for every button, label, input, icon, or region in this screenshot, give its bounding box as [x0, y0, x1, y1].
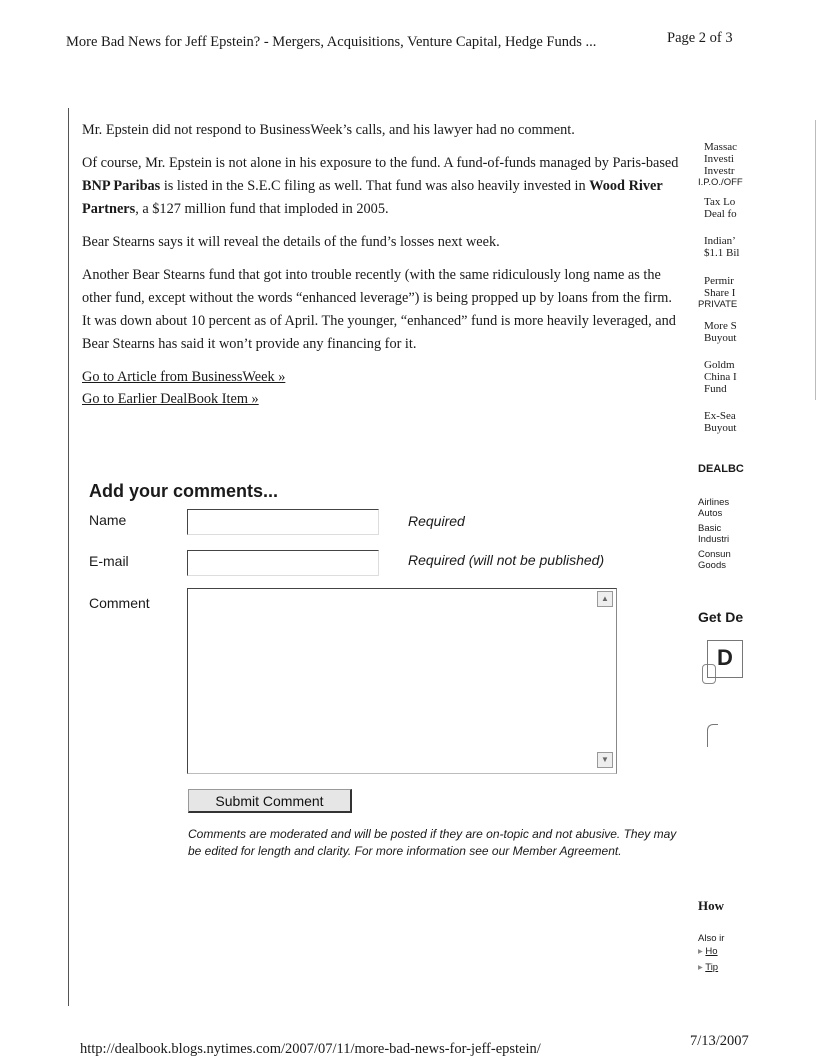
sidebar-item[interactable] — [698, 320, 817, 344]
category-item[interactable]: Basic — [698, 523, 722, 534]
category-item[interactable]: Industri — [698, 534, 730, 545]
comment-textarea[interactable] — [187, 588, 617, 774]
arrow-icon: ▸ — [698, 962, 706, 973]
sidebar-link[interactable]: Ho — [705, 946, 718, 957]
article-paragraph-4: Another Bear Stearns fund that got into trouble recently (with the same ridiculously long name as the other fund, except without the words “enhanced leverage”) is being propped up by loans from the firm. It was down about 10 percent as of April. The younger, “enhanced” fund is more heavily leveraged, and Bear Stearns has said it won’t provide any financing for it. — [82, 267, 676, 352]
moderation-note: Comments are moderated and will be posted if they are on-topic and not abusive. They may be edited for length and clarity. For more information see our Member Agreement. — [188, 827, 677, 858]
left-divider — [68, 108, 69, 1006]
article-paragraph-1: Mr. Epstein did not respond to BusinessWeek’s calls, and his lawyer had no comment. — [82, 122, 575, 138]
category-item[interactable]: Autos — [698, 508, 723, 519]
sidebar-item-line: Tax Lo — [704, 196, 736, 208]
dealbook-heading: DEALBC — [698, 463, 744, 475]
dealbook-d-icon[interactable]: D — [707, 640, 743, 678]
sidebar-item-tag: I.P.O./OFF — [698, 177, 743, 188]
sidebar-item-line: Buyout — [704, 332, 737, 344]
sidebar-item-line: Permir — [704, 275, 734, 287]
comment-label: Comment — [89, 595, 150, 611]
email-label: E-mail — [89, 553, 129, 569]
bnp-paribas-name: BNP Paribas — [82, 178, 161, 194]
wood-river-name: Wood River Partners — [82, 178, 663, 217]
sidebar-item-tag: PRIVATE — [698, 299, 738, 310]
category-item[interactable]: Airlines — [698, 497, 730, 508]
scroll-up-icon[interactable]: ▲ — [597, 591, 613, 607]
name-input[interactable] — [187, 509, 379, 535]
text-segment: Of course, Mr. Epstein is not alone in his exposure to the fund. A fund-of-funds managed by Paris-based — [82, 155, 679, 171]
email-required-note: Required (will not be published) — [408, 552, 605, 568]
category-item[interactable]: Goods — [698, 560, 726, 571]
sidebar-item[interactable] — [698, 410, 817, 434]
sidebar-link-row[interactable] — [698, 962, 817, 973]
sidebar-item-line: Investr — [704, 165, 735, 177]
article-body — [82, 119, 682, 410]
text-segment: is listed in the S.E.C filing as well. That fund was also heavily invested in — [160, 178, 590, 194]
sidebar-item-line: China I — [704, 371, 737, 383]
page-number: Page 2 of 3 — [667, 30, 733, 46]
sidebar-item-line: Fund — [704, 383, 727, 395]
page-header-title: More Bad News for Jeff Epstein? - Mergers, Acquisitions, Venture Capital, Hedge Funds ... — [66, 34, 597, 50]
name-label: Name — [89, 512, 127, 528]
how-to-heading: How — [698, 898, 724, 913]
sidebar-item-line: More S — [704, 320, 737, 332]
sidebar-item-line: Goldm — [704, 359, 735, 371]
sidebar-item-line: Share I — [704, 287, 736, 299]
comments-heading: Add your comments... — [89, 481, 279, 501]
category-list — [698, 497, 817, 571]
sidebar-item-line: Buyout — [704, 422, 737, 434]
sidebar-item-line: $1.1 Bil — [704, 247, 740, 259]
scroll-down-icon[interactable]: ▼ — [597, 752, 613, 768]
sidebar-item-line: Deal fo — [704, 208, 737, 220]
category-item[interactable]: Consun — [698, 549, 731, 560]
cropped-box-icon — [707, 724, 718, 747]
article-paragraph-3: Bear Stearns says it will reveal the details of the fund’s losses next week. — [82, 234, 500, 250]
article-paragraph-2 — [82, 152, 682, 221]
footer-url: http://dealbook.blogs.nytimes.com/2007/07/11/more-bad-news-for-jeff-epstein/ — [80, 1041, 541, 1057]
email-input[interactable] — [187, 550, 379, 576]
sidebar-item[interactable] — [698, 141, 817, 188]
sidebar-item[interactable] — [698, 275, 817, 310]
article-links — [82, 366, 682, 410]
sidebar-item-line: Investi — [704, 153, 734, 165]
submit-comment-button[interactable]: Submit Comment — [188, 789, 352, 813]
sidebar-link[interactable]: Tip — [705, 962, 719, 973]
sidebar-item[interactable] — [698, 359, 817, 395]
sidebar-item[interactable] — [698, 196, 817, 220]
businessweek-article-link[interactable]: Go to Article from BusinessWeek » — [82, 369, 286, 385]
footer-date: 7/13/2007 — [690, 1033, 749, 1049]
also-in-label: Also ir — [698, 933, 725, 944]
name-required-note: Required — [408, 513, 465, 529]
arrow-icon: ▸ — [698, 946, 706, 957]
sidebar-item[interactable] — [698, 235, 817, 259]
sidebar-link-row[interactable] — [698, 946, 817, 957]
text-segment: , a $127 million fund that imploded in 2005. — [135, 201, 389, 217]
sidebar-item-line: Indian’ — [704, 235, 736, 247]
earlier-dealbook-link[interactable]: Go to Earlier DealBook Item » — [82, 391, 259, 407]
sidebar-item-line: Massac — [704, 141, 737, 153]
get-dealbook-heading: Get De — [698, 609, 744, 625]
sidebar-item-line: Ex-Sea — [704, 410, 736, 422]
